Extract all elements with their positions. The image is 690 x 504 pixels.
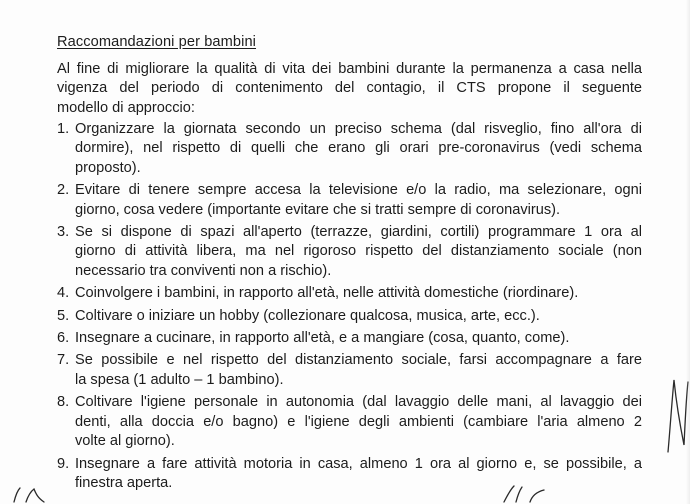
list-item-line: proposto). [75, 159, 141, 176]
page-edge-shadow [686, 0, 690, 504]
list-item-number: 4. [57, 285, 70, 302]
list-item-line: Coltivare l'igiene personale in autonomia (dal lavaggio delle mani, al lavaggio dei [75, 394, 642, 411]
list-item-line: Insegnare a fare attività motoria in casa, almeno 1 ora al giorno e, se possibile, a [75, 455, 642, 472]
intro-line: modello di approccio: [57, 99, 195, 116]
list-item-line: necessario tra conviventi non a rischio). [75, 262, 332, 279]
list-item [57, 120, 642, 178]
list-item [57, 307, 642, 326]
list-item-number: 2. [57, 182, 70, 199]
list-item-line: giorno, cosa vedere (importante evitare che si tratti sempre di coronavirus). [75, 201, 561, 218]
recommendation-list [57, 120, 642, 496]
list-item-line: Insegnare a cucinare, in rapporto all'età, e a mangiare (cosa, quanto, come). [75, 330, 570, 347]
list-item-line: Organizzare la giornata secondo un preciso schema (dal risveglio, fino all'ora di [75, 121, 642, 137]
list-item [57, 393, 642, 451]
intro-line: vigenza del periodo di contenimento del contagio, il CTS propone il seguente [57, 80, 642, 97]
intro-line: Al fine di migliorare la qualità di vita dei bambini durante la permanenza a casa nella [57, 61, 642, 77]
list-item [57, 455, 642, 494]
list-item [57, 181, 642, 220]
list-item-line: finestra aperta. [75, 474, 173, 491]
intro-paragraph [57, 60, 642, 118]
list-item-number: 8. [57, 394, 70, 411]
list-item-number: 3. [57, 224, 70, 241]
list-item [57, 351, 642, 390]
list-item-line: Evitare di tenere sempre accesa la televisione e/o la radio, ma selezionare, ogni [75, 182, 642, 199]
list-item-line: Coinvolgere i bambini, in rapporto all'età, nelle attività domestiche (riordinare). [75, 285, 579, 302]
document-title: Raccomandazioni per bambini [57, 34, 257, 50]
list-item-line: Coltivare o iniziare un hobby (collezionare qualcosa, musica, arte, ecc.). [75, 307, 540, 324]
list-item-line: Se possibile e nel rispetto del distanziamento sociale, farsi accompagnare a fare [75, 352, 642, 369]
list-item [57, 329, 642, 348]
handwritten-mark-bottom-center [500, 484, 550, 504]
list-item [57, 223, 642, 281]
list-item-line: denti, alla doccia e/o bagno) e l'igiene degli ambienti (cambiare l'aria almeno 2 [75, 413, 642, 430]
list-item-line: la spesa (1 adulto – 1 bambino). [75, 371, 284, 388]
list-item-number: 6. [57, 330, 70, 347]
list-item-line: volte al giorno). [75, 433, 175, 450]
list-item-number: 1. [57, 121, 70, 137]
list-item-line: giorno di attività libera, ma nel rigoroso rispetto del distanziamento sociale (non [75, 243, 642, 260]
list-item-number: 7. [57, 352, 70, 369]
list-item-line: Se si dispone di spazi all'aperto (terrazze, giardini, cortili) programmare 1 ora al [75, 224, 642, 241]
list-item-line: dormire), nel rispetto di quelli che erano gli orari pre-coronavirus (vedi schema [75, 140, 642, 157]
list-item-number: 9. [57, 455, 70, 472]
handwritten-mark-bottom-left [10, 486, 50, 504]
list-item [57, 284, 642, 303]
list-item-number: 5. [57, 307, 70, 324]
